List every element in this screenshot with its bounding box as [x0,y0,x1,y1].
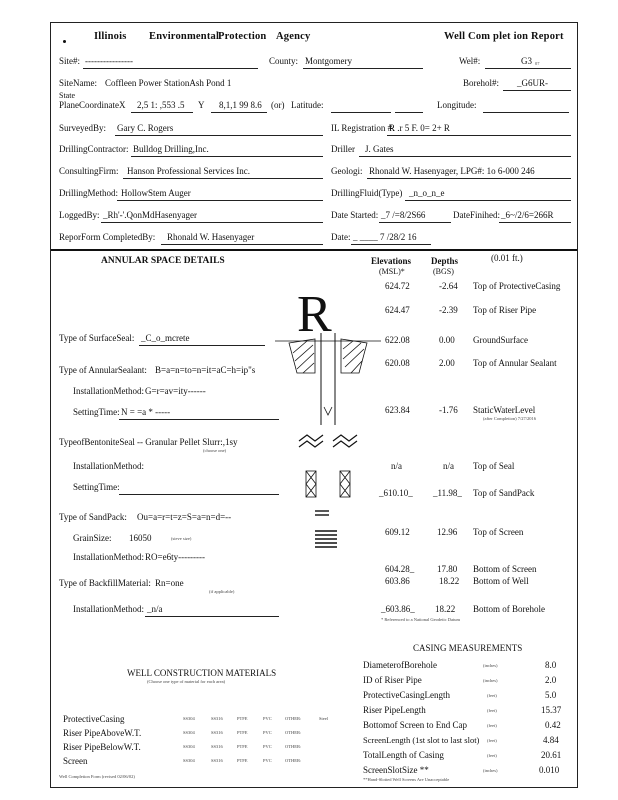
casing-value-4: 15.37 [541,705,562,715]
casing-unit-7: (feet) [487,753,497,758]
casing-label-7: TotalLength of Casing [363,750,444,760]
grain-size-value: 16050 [129,533,152,543]
option-ss316: SS316 [211,758,223,763]
option-pvc: PVC [263,744,272,749]
option-pvc: PVC [263,730,272,735]
desc-row-11: Bottom of Borehole [473,604,545,614]
date-started-value: _7 /=8/2S66 [381,210,426,220]
depth-row-2: -2.39 [439,305,458,315]
casing-unit-5: (feet) [487,723,497,728]
consulting-value: Hanson Professional Services Inc. [127,166,250,176]
well-completion-report [50,22,578,788]
plane-y-label: Y [198,100,205,110]
drilling-contractor-label: DrillingContractor: [59,144,129,154]
depth-row-7: _11.98_ [433,488,462,498]
desc-row-10: Bottom of Well [473,576,529,586]
plane-y-value: 8,1,1 99 8.6 [219,100,262,110]
depths-header: Depths [431,256,459,266]
borehole-value: _G6UR- [517,78,548,88]
option-other: OTHER: [285,730,302,735]
casing-value-3: 5.0 [545,690,557,700]
option-ss304: SS304 [183,758,195,763]
depth-row-10: 18.22 [439,576,460,586]
latitude-label: Latitude: [291,100,324,110]
form-footer: Well Completion Form (revised 02/06/02) [59,774,135,779]
grain-sub: (sieve size) [171,536,192,541]
casing-label-8: ScreenSlotSize ** [363,765,429,775]
datum-note: * Referenced to a National Geodetic Datum [381,617,460,622]
casing-value-2: 2.0 [545,675,557,685]
date-label: Date: [331,232,351,242]
site-label: Site#: [59,56,81,66]
swl-note: (after Completion) 7/27/2016 [483,416,536,421]
bentonite-install-label: InstallationMethod: [73,461,144,471]
geologist-label: Geologi: [331,166,363,176]
date-finished-value: _6~/2/6=266R [501,210,554,220]
driller-label: Driller [331,144,355,154]
geologist-value: Rhonald W. Hasenyager, LPG#: 1o 6-000 246 [369,166,535,176]
depth-row-4: 2.00 [439,358,455,368]
county-label: County: [269,56,299,66]
surface-seal-label: Type of SurfaceSeal: [59,333,135,343]
site-value: ---------------- [85,56,133,66]
date-started-label: Date Started: [331,210,379,220]
elev-row-6: n/a [391,461,402,471]
elev-row-5: 623.84 [385,405,410,415]
desc-row-6: Top of Seal [473,461,515,471]
desc-row-8: Top of Screen [473,527,524,537]
option-ptfe: PTFE [237,744,248,749]
casing-unit-4: (feet) [487,708,497,713]
agency-word-4: Agency [276,31,311,42]
casing-unit-2: (inches) [483,678,498,683]
casing-title: CASING MEASUREMENTS [413,643,523,653]
plane-x-value: 2,5 1: ,553 .5 [137,100,185,110]
annular-setting-label: SettingTime: [73,407,120,417]
bentonite-setting-label: SettingTime: [73,482,120,492]
depth-row-1: -2.64 [439,281,458,291]
desc-row-9: Bottom of Screen [473,564,537,574]
casing-value-6: 4.84 [543,735,559,745]
il-reg-label: IL Registration #: [331,123,395,133]
materials-title: WELL CONSTRUCTION MATERIALS [127,668,277,678]
option-ss304: SS304 [183,716,195,721]
casing-value-5: 0.42 [545,720,561,730]
casing-value-1: 8.0 [545,660,557,670]
depth-row-6: n/a [443,461,454,471]
sand-install-value: RO=e6ty--------- [145,552,206,562]
surveyed-value: Gary C. Rogers [117,123,174,133]
depth-row-11: 18.22 [435,604,456,614]
casing-unit-8: (inches) [483,768,498,773]
state-label: State [59,91,75,100]
annular-setting-value: N = =a * ----- [121,407,171,417]
site-name-label: SiteName: [59,78,97,88]
annular-title: ANNULAR SPACE DETAILS [101,256,225,266]
option-other: OTHER: [285,744,302,749]
drilling-fluid-label: DrillingFluid(Type) [331,188,403,198]
well-value: G3 [521,56,532,66]
or-label: (or) [271,100,285,110]
riser-label-r: R [297,286,332,343]
backfill-sub: (if applicable) [209,589,235,594]
surface-seal-value: _C_o_mcrete [141,333,190,343]
date-finished-label: DateFinihed: [453,210,500,220]
elev-row-3: 622.08 [385,335,410,345]
site-name-value: Coffleen Power StationAsh Pond 1 [105,78,232,88]
backfill-install-value: _n/a [147,604,163,614]
elevations-header: Elevations [371,256,412,266]
annular-sealant-value: B=a=n=to=n=it=aC=h=ip"s [155,365,256,375]
desc-row-7: Top of SandPack [473,488,535,498]
drilling-contractor-value: Bulldog Drilling,Inc. [133,144,209,154]
option-ptfe: PTFE [237,758,248,763]
longitude-label: Longitude: [437,100,477,110]
casing-value-8: 0.010 [539,765,560,775]
bentonite-seal-label: TypeofBentoniteSeal [59,437,135,447]
casing-unit-6: (feet) [487,738,497,743]
option-ss304: SS304 [183,744,195,749]
agency-word-1: Illinois [94,31,127,42]
option-ss316: SS316 [211,730,223,735]
unit-note: (0.01 ft.) [491,253,523,263]
desc-row-2: Top of Riser Pipe [473,305,537,315]
consulting-label: ConsultingFirm: [59,166,119,176]
casing-unit-1: (inches) [483,663,498,668]
option-ss316: SS316 [211,716,223,721]
option-pvc: PVC [263,758,272,763]
elev-row-11: _603.86_ [381,604,415,614]
elev-row-4: 620.08 [385,358,410,368]
driller-value: J. Gates [365,144,394,154]
annular-install-value: G=r=av=ity------ [145,386,206,396]
drilling-method-value: HollowStem Auger [121,188,191,198]
sand-install-label: InstallationMethod: [73,552,144,562]
backfill-label: Type of BackfillMaterial: [59,578,151,588]
option-other: OTHER: [285,758,302,763]
il-reg-value: R .r 5 F. 0= 2+ R [389,123,450,133]
plane-coordinate-label: PlaneCoordinateX [59,100,126,110]
logged-label: LoggedBy: [59,210,100,220]
casing-label-4: Riser PipeLength [363,705,426,715]
elev-row-2: 624.47 [385,305,410,315]
desc-row-5: StaticWaterLevel [473,405,536,415]
casing-label-5: Bottomof Screen to End Cap [363,720,467,730]
materials-subtitle: (Choose one type of material for each area) [147,679,226,684]
casing-label-2: ID of Riser Pipe [363,675,422,685]
date-value: _ ____ 7 /28/2 16 [353,232,417,242]
depth-row-5: -1.76 [439,405,458,415]
annular-install-label: InstallationMethod: [73,386,144,396]
option-pvc: PVC [263,716,272,721]
backfill-install-label: InstallationMethod: [73,604,144,614]
option-ptfe: PTFE [237,730,248,735]
drilling-method-label: DrillingMethod: [59,188,118,198]
backfill-value: Rn=one [155,578,184,588]
drilling-fluid-value: _n_o_n_e [409,188,445,198]
grain-size-label: GrainSize: [73,533,112,543]
depth-row-9: 17.80 [437,564,458,574]
protective-casing-extra: Steel [319,716,328,721]
well-sub: 07 [535,61,540,66]
option-ss316: SS316 [211,744,223,749]
sand-pack-value: Ou=a=r=t=z=S=a=n=d=-- [137,512,232,522]
elev-row-7: _610.10_ [379,488,413,498]
material-row-2: Riser PipeAboveW.T. [63,728,142,738]
county-value: Montgomery [305,56,352,66]
material-row-1: ProtectiveCasing [63,714,125,724]
desc-row-4: Top of Annular Sealant [473,358,557,368]
desc-row-3: GroundSurface [473,335,528,345]
logged-value: _Rh'-'.QonMdHasenyager [103,210,197,220]
agency-word-2: Environmental [149,31,220,42]
casing-value-7: 20.61 [541,750,562,760]
material-row-3: Riser PipeBelowW.T. [63,742,141,752]
elev-row-1: 624.72 [385,281,410,291]
casing-label-1: DiameterofBorehole [363,660,437,670]
casing-label-6: ScreenLength (1st slot to last slot) [363,735,480,745]
borehole-label: Borehol#: [463,78,499,88]
sand-pack-label: Type of SandPack: [59,512,127,522]
option-other: OTHER: [285,716,302,721]
report-completed-label: ReporForm CompletedBy: [59,232,156,242]
depth-row-8: 12.96 [437,527,458,537]
depth-row-3: 0.00 [439,335,455,345]
report-completed-value: Rhonald W. Hasenyager [167,232,255,242]
option-ss304: SS304 [183,730,195,735]
casing-label-3: ProtectiveCasingLength [363,690,450,700]
surveyed-label: SurveyedBy: [59,123,106,133]
option-ptfe: PTFE [237,716,248,721]
elevations-sub: (MSL)* [379,267,405,276]
report-title: Well Com plet ion Report [444,31,564,42]
bentonite-sub: (choose one) [203,448,227,453]
annular-sealant-label: Type of AnnularSealant: [59,365,147,375]
casing-footnote: **Hand-Slotted Well Screens Are Unacceptable [363,777,450,782]
desc-row-1: Top of ProtectiveCasing [473,281,561,291]
elev-row-9: 604.28_ [385,564,415,574]
material-row-4: Screen [63,756,88,766]
casing-unit-3: (feet) [487,693,497,698]
depths-sub: (BGS) [433,267,454,276]
elev-row-10: 603.86 [385,576,410,586]
agency-word-3: Protection [218,31,267,42]
bentonite-seal-value: -- Granular Pellet Slurr:,1sy [137,437,238,447]
elev-row-8: 609.12 [385,527,410,537]
well-label: Wel#: [459,56,481,66]
